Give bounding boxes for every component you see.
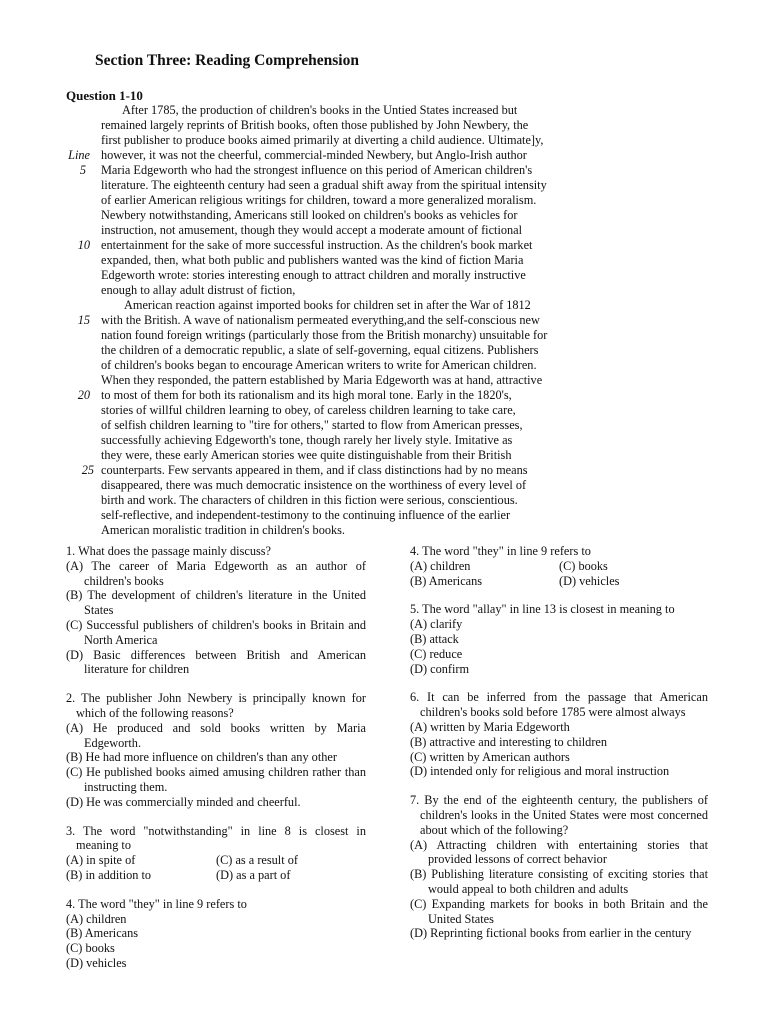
answer-option-c: (C) reduce (410, 646, 463, 661)
answer-option-b: (B) Americans (410, 573, 483, 588)
passage-line: first publisher to produce books aimed primarily at diverting a child audience. Ultimate]y, (101, 133, 544, 147)
answer-option-b: (B) He had more influence on children's than any other (66, 750, 337, 765)
line-number-10: 10 (77, 238, 90, 252)
answer-option-a: (A) Attracting children with entertaining stories that provided lessons of correct behavior (410, 837, 708, 867)
passage-line: successfully achieving Edgeworth's tone, though rarely her lively style. Imitative as (101, 433, 513, 447)
question-stem: 3. The word "notwithstanding" in line 8 is closest in meaning to (66, 823, 366, 853)
question-range-label: Question 1-10 (66, 88, 143, 103)
passage-line: the children of a democratic republic, a slate of self-governing, equal citizens. Publishers (101, 343, 539, 357)
line-number-25: 25 (81, 463, 94, 477)
answer-option-a: (A) He produced and sold books written by Maria Edgeworth. (66, 720, 366, 750)
passage-line: literature. The eighteenth century had seen a gradual shift away from the spiritual intensity (101, 178, 547, 192)
passage-line: enough to allay adult distrust of fiction, (101, 283, 296, 297)
answer-option-a: (A) children (66, 911, 127, 926)
answer-option-c: (C) as a result of (216, 853, 298, 868)
passage-line: with the British. A wave of nationalism permeated everything,and the self-conscious new (101, 313, 540, 327)
question-stem: 5. The word "allay" in line 13 is closest in meaning to (410, 602, 675, 617)
answer-options-grid (66, 853, 366, 883)
passage-line: Newbery notwithstanding, Americans still looked on children's books as vehicles for (101, 208, 518, 222)
passage-line: American moralistic tradition in children's books. (101, 523, 345, 537)
answer-option-b: (B) Publishing literature consisting of exciting stories that would appeal to both children and adults (410, 867, 708, 896)
answer-option-b: (B) Americans (66, 926, 139, 941)
passage-line: of selfish children learning to "tire for others," started to flow from American presses, (101, 418, 523, 432)
passage-line: counterparts. Few servants appeared in them, and if class distinctions had by no means (101, 463, 528, 477)
section-title: Section Three: Reading Comprehension (95, 52, 359, 69)
answer-option-c: (C) books (559, 558, 608, 573)
passage-line: however, it was not the cheerful, commercial-minded Newbery, but Anglo-Irish author (101, 148, 527, 162)
passage-line: they were, these early American stories wee quite distinguishable from their British (101, 448, 512, 462)
passage-line: nation found foreign writings (particularly those from the British monarchy) unsuitable for (101, 328, 548, 342)
answer-option-d: (D) intended only for religious and moral instruction (410, 764, 670, 779)
answer-option-b: (B) attack (410, 631, 459, 646)
questions-left-column (66, 544, 366, 985)
answer-option-c: (C) books (66, 941, 115, 956)
line-number-20: 20 (77, 388, 90, 402)
question-5 (410, 602, 708, 676)
question-4 (410, 544, 708, 588)
question-stem: 2. The publisher John Newbery is principally known for which of the following reasons? (66, 691, 366, 720)
answer-option-d: (D) Reprinting fictional books from earlier in the century (410, 926, 692, 941)
question-6 (410, 690, 708, 779)
answer-option-a: (A) written by Maria Edgeworth (410, 719, 570, 734)
passage-line: self-reflective, and independent-testimony to the continuing influence of the earlier (101, 508, 511, 522)
passage-line: Edgeworth wrote: stories interesting enough to attract children and morally instructive (101, 268, 526, 282)
answer-option-d: (D) confirm (410, 661, 470, 676)
question-stem: 4. The word "they" in line 9 refers to (410, 544, 591, 558)
question-stem: 6. It can be inferred from the passage that American children's books sold before 1785 were almost always (410, 690, 708, 720)
question-1 (66, 544, 366, 677)
questions-right-column (410, 544, 708, 955)
answer-option-b: (B) in addition to (66, 867, 152, 882)
passage-line: Maria Edgeworth who had the strongest influence on this period of American children's (101, 163, 533, 177)
question-7 (410, 793, 708, 941)
passage-line: birth and work. The characters of children in this fiction were serious, conscientious. (101, 493, 518, 507)
question-stem: 7. By the end of the eighteenth century, the publishers of children's looks in the United States were most concerned about which of the following? (410, 793, 708, 837)
question-4 (66, 897, 366, 971)
line-label-line: Line (68, 148, 90, 162)
question-stem: 1. What does the passage mainly discuss? (66, 544, 272, 558)
passage-line: to most of them for both its rationalism and its high moral tone. Early in the 1820's, (101, 388, 512, 402)
passage-line: stories of willful children learning to obey, of careless children learning to take care, (101, 403, 516, 417)
answer-option-b: (B) The development of children's literature in the United States (66, 588, 366, 618)
answer-option-d: (D) He was commercially minded and cheerful. (66, 794, 301, 809)
answer-option-d: (D) vehicles (559, 573, 620, 588)
answer-option-a: (A) clarify (410, 617, 463, 632)
answer-option-a: (A) children (410, 558, 471, 573)
line-number-15: 15 (77, 313, 90, 327)
passage-line: After 1785, the production of children's books in the Untied States increased but (122, 103, 518, 117)
answer-option-b: (B) attractive and interesting to children (410, 734, 608, 749)
passage-line: remained largely reprints of British books, often those published by John Newbery, the (101, 118, 529, 132)
answer-option-d: (D) as a part of (216, 867, 291, 882)
passage-line: of earlier American religious writings for children, toward a more generalized moralism. (101, 193, 537, 207)
passage-line: entertainment for the sake of more successful instruction. As the children's book market (101, 238, 533, 252)
answer-options-grid (410, 559, 708, 589)
answer-option-c: (C) Successful publishers of children's books in Britain and North America (66, 617, 366, 647)
answer-option-d: (D) Basic differences between British and American literature for children (66, 647, 366, 677)
question-stem: 4. The word "they" in line 9 refers to (66, 896, 247, 911)
question-2 (66, 691, 366, 809)
passage-line: of children's books began to encourage American writers to write for American children. (101, 358, 537, 372)
answer-option-c: (C) He published books aimed amusing children rather than instructing them. (66, 765, 366, 794)
passage-line: instruction, not amusement, though they would accept a moderate amount of fictional (101, 223, 523, 237)
passage-line: When they responded, the pattern established by Maria Edgeworth was at hand, attractive (101, 373, 543, 387)
answer-option-c: (C) Expanding markets for books in both Britain and the United States (410, 896, 708, 926)
answer-option-a: (A) in spite of (66, 853, 136, 868)
line-number-5: 5 (79, 163, 86, 177)
passage-line: expanded, then, what both public and publishers wanted was the kind of fiction Maria (101, 253, 524, 267)
answer-option-d: (D) vehicles (66, 955, 127, 970)
answer-option-c: (C) written by American authors (410, 749, 570, 764)
passage-line: disappeared, there was much democratic insistence on the worthiness of every level of (101, 478, 527, 492)
answer-option-a: (A) The career of Maria Edgeworth as an author of children's books (66, 558, 366, 588)
passage-line: American reaction against imported books for children set in after the War of 1812 (124, 298, 531, 312)
question-3 (66, 824, 366, 883)
